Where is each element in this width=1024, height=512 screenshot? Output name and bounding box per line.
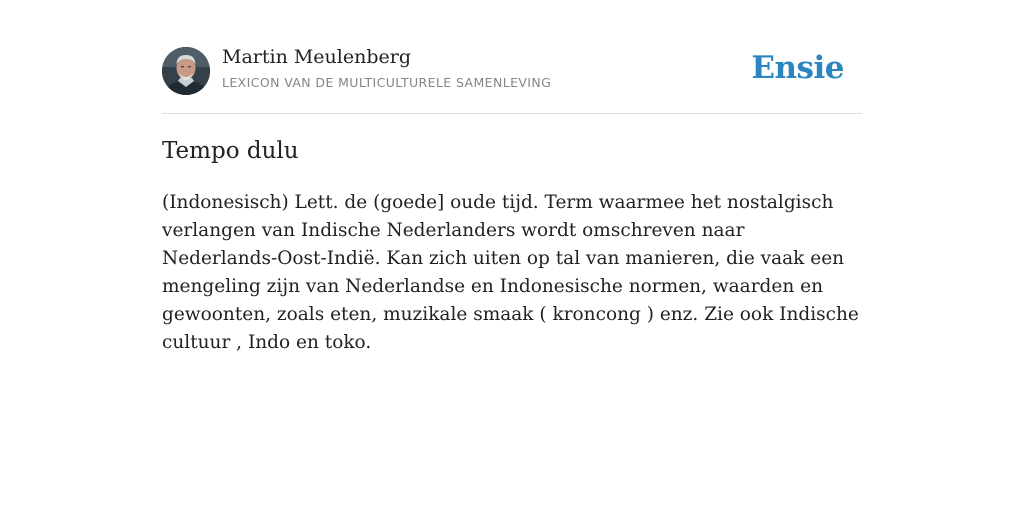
entry-title: Tempo dulu	[162, 138, 299, 164]
person-photo-icon	[162, 47, 210, 95]
card-header	[162, 46, 862, 96]
author-name[interactable]: Martin Meulenberg	[222, 46, 411, 68]
publication-name[interactable]: LEXICON VAN DE MULTICULTURELE SAMENLEVING	[222, 75, 552, 90]
ensie-logo[interactable]: Ensie	[751, 50, 844, 86]
entry-body: (Indonesisch) Lett. de (goede] oude tijd. Term waarmee het nostalgisch verlangen van Indische Nederlanders wordt omschreven naar Nederlands-Oost-Indië. Kan zich uiten op tal van manieren, die vaak een mengeling zijn van Nederlandse en Indonesische normen, waarden en gewoonten, zoals eten, muzikale smaak ( kroncong ) enz. Zie ook Indische cultuur , Indo en toko.	[162, 192, 859, 353]
avatar[interactable]	[162, 47, 210, 95]
header-divider	[162, 113, 862, 114]
